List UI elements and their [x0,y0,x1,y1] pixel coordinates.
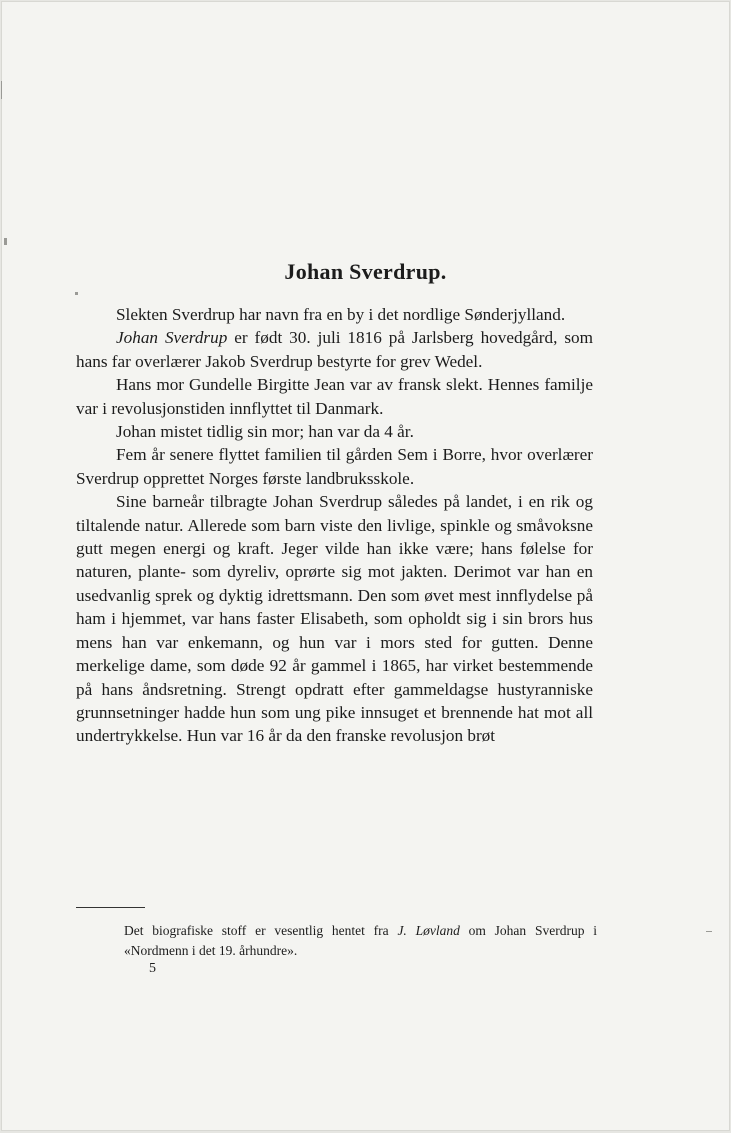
footnote: Det biografiske stoff er vesentlig hentet fra J. Løvland om Johan Sverdrup i «Nordmenn i det 19. århundre». [124,923,597,958]
edge-speck [75,292,78,295]
edge-speck [1,81,2,99]
paragraph: Johan Sverdrup er født 30. juli 1816 på Jarlsberg hovedgård, som hans far overlærer Jakob Sverdrup bestyrte for grev Wedel. [76,328,594,371]
footnote-divider [76,907,145,908]
page-title: Johan Sverdrup. [284,259,447,284]
edge-speck [4,238,7,245]
paragraph: Hans mor Gundelle Birgitte Jean var av fransk slekt. Hennes familje var i revolusjonstiden innflyttet til Danmark. [76,375,593,418]
paragraph: Sine barneår tilbragte Johan Sverdrup således på landet, i en rik og tiltalende natur. Allerede som barn viste den livlige, spinkle og småvoksne gutt megen energi og kraft. Jeger vilde han ikke være; hans følelse for naturen, plante- som dyreliv, oprørte sig mot jakten. Derimot var han en usedvanlig sprek og dyktig idrettsmann. Den som øvet mest innflydelse på ham i hjemmet, var hans faster Elisabeth, som opholdt sig i sin brors hus mens han var enkemann, og hun var i mors sted for gutten. Denne merkelige dame, som døde 92 år gammel i 1865, har virket bestemmende på hans åndsretning. Strengt opdratt efter gammeldagse hustyranniske grunnsetninger hadde hun som ung pike innsuget et brennende hat mot all undertrykkelse. Hun var 16 år da den franske revolusjon brøt [76,492,593,746]
italic-name: Johan Sverdrup [116,328,228,348]
paragraph: Slekten Sverdrup har navn fra en by i det nordlige Sønderjylland. [116,305,566,324]
paragraph: Fem år senere flyttet familien til gården Sem i Borre, hvor overlærer Sverdrup opprettet Norges første landbruksskole. [76,445,593,488]
page-number: 5 [149,961,156,976]
paragraph: Johan mistet tidlig sin mor; han var da 4 år. [116,422,414,442]
body-text [76,303,593,748]
book-page [1,1,730,1131]
edge-speck [706,931,712,932]
